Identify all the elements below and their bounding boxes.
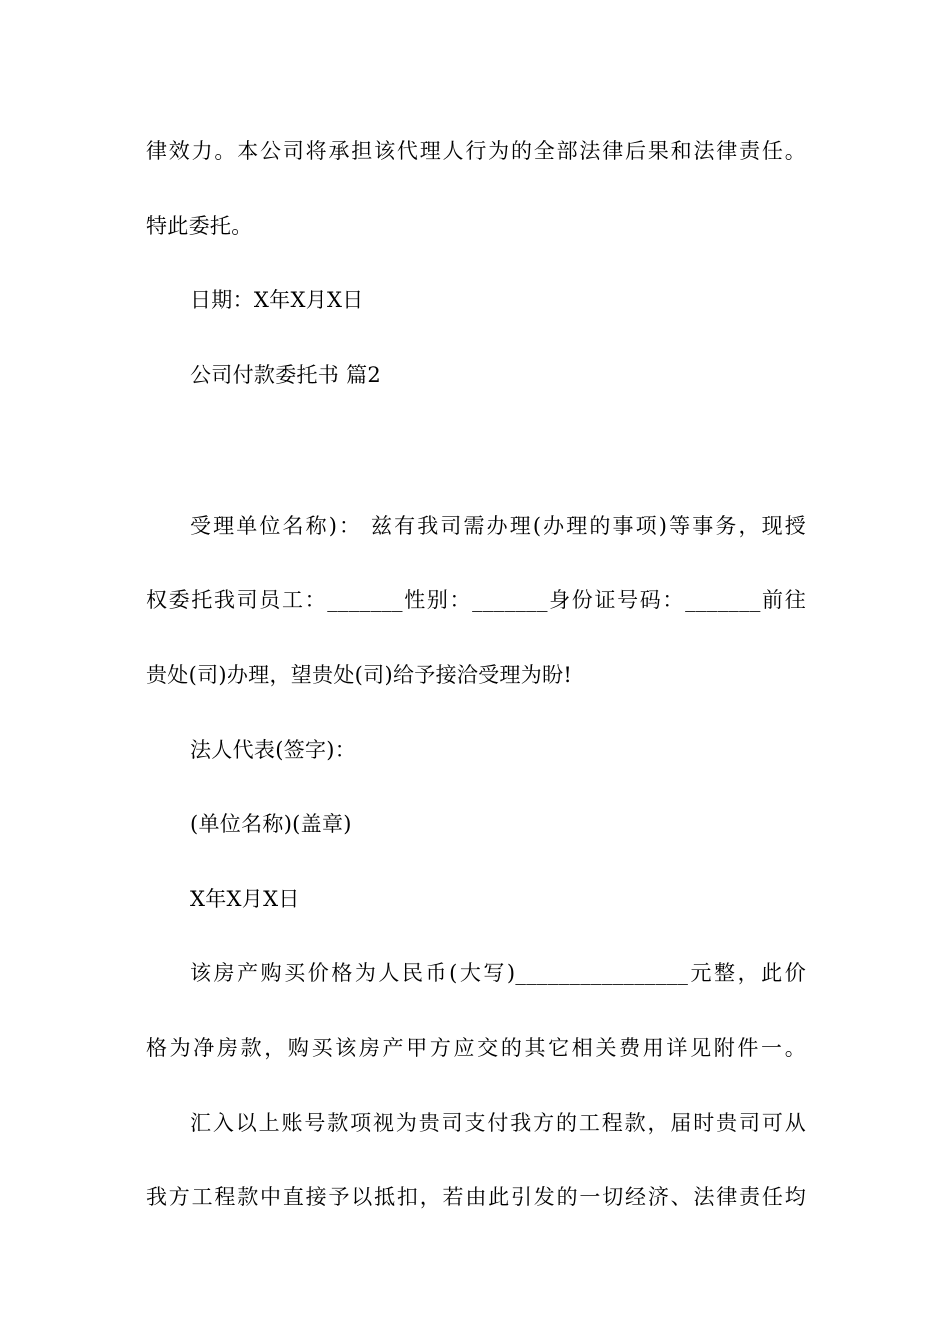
body-text-line: 受理单位名称)： 兹有我司需办理(办理的事项)等事务，现授 [190, 514, 806, 538]
body-text-line: 格为净房款，购买该房产甲方应交的其它相关费用详见附件一。 [146, 1036, 806, 1060]
section-heading: 公司付款委托书 篇2 [190, 363, 382, 387]
body-text-line: 该房产购买价格为人民币(大写)________________元整，此价 [190, 961, 806, 985]
date-line: X年X月X日 [190, 887, 300, 911]
body-text-line: 贵处(司)办理，望贵处(司)给予接洽受理为盼! [146, 663, 573, 687]
body-text-line: 律效力。本公司将承担该代理人行为的全部法律后果和法律责任。 [146, 139, 806, 163]
body-text-line: 特此委托。 [146, 214, 253, 238]
body-text-line: 权委托我司员工：_______性别：_______身份证号码：_______前往 [146, 588, 806, 612]
date-line: 日期：X年X月X日 [190, 288, 364, 312]
body-text-line: 汇入以上账号款项视为贵司支付我方的工程款，届时贵司可从 [190, 1111, 806, 1135]
body-text-line: 我方工程款中直接予以抵扣，若由此引发的一切经济、法律责任均 [146, 1185, 806, 1209]
signature-line: 法人代表(签字)： [190, 738, 357, 762]
seal-line: (单位名称)(盖章) [190, 812, 352, 836]
